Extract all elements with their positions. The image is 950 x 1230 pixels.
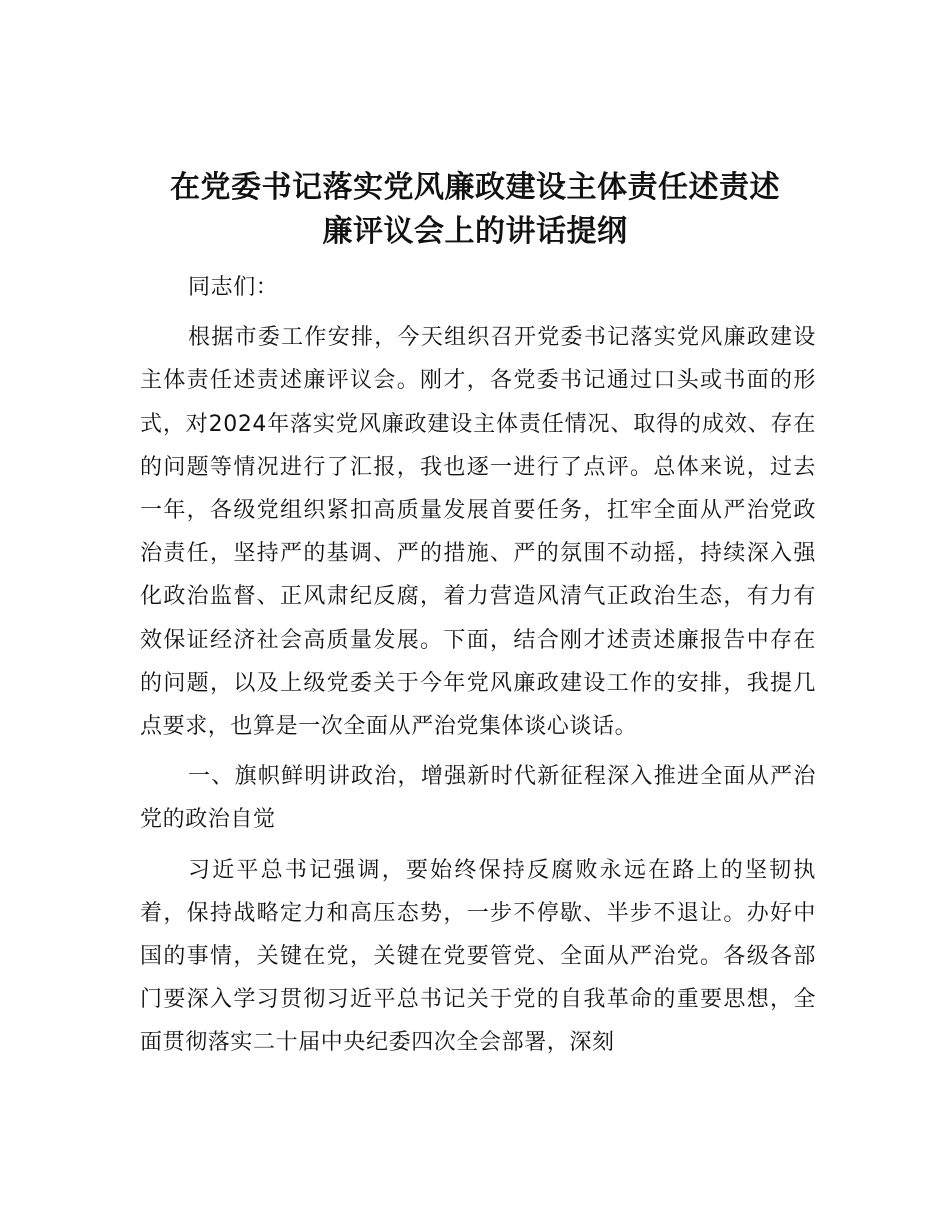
salutation: 同志们： [188,275,279,300]
title-line-1: 在党委书记落实党风廉政建设主体责任述责述 [170,170,780,205]
title-line-2: 廉评议会上的讲话提纲 [322,214,628,249]
document-title [140,166,810,254]
section-heading-1: 一、旗帜鲜明讲政治，增强新时代新征程深入推进全面从严治党的政治自觉 [140,764,816,833]
document-body [140,266,816,1065]
paragraph-intro: 根据市委工作安排，今天组织召开党委书记落实党风廉政建设主体责任述责述廉评议会。刚才，各党委书记通过口头或书面的形式，对2024年落实党风廉政建设主体责任情况、取得的成效、存在的问题等情况进行了汇报，我也逐一进行了点评。总体来说，过去一年，各级党组织紧扣高质量发展首要任务，扛牢全面从严治党政治责任，坚持严的基调、严的措施、严的氛围不动摇，持续深入强化政治监督、正风肃纪反腐，着力营造风清气正政治生态，有力有效保证经济社会高质量发展。下面，结合刚才述责述廉报告中存在的问题，以及上级党委关于今年党风廉政建设工作的安排，我提几点要求，也算是一次全面从严治党集体谈心谈话。 [140,325,816,740]
paragraph-section-1: 习近平总书记强调，要始终保持反腐败永远在路上的坚韧执着，保持战略定力和高压态势，一步不停歇、半步不退让。办好中国的事情，关键在党，关键在党要管党、全面从严治党。各级各部门要深入学习贯彻习近平总书记关于党的自我革命的重要思想，全面贯彻落实二十届中央纪委四次全会部署，深刻 [140,857,816,1056]
